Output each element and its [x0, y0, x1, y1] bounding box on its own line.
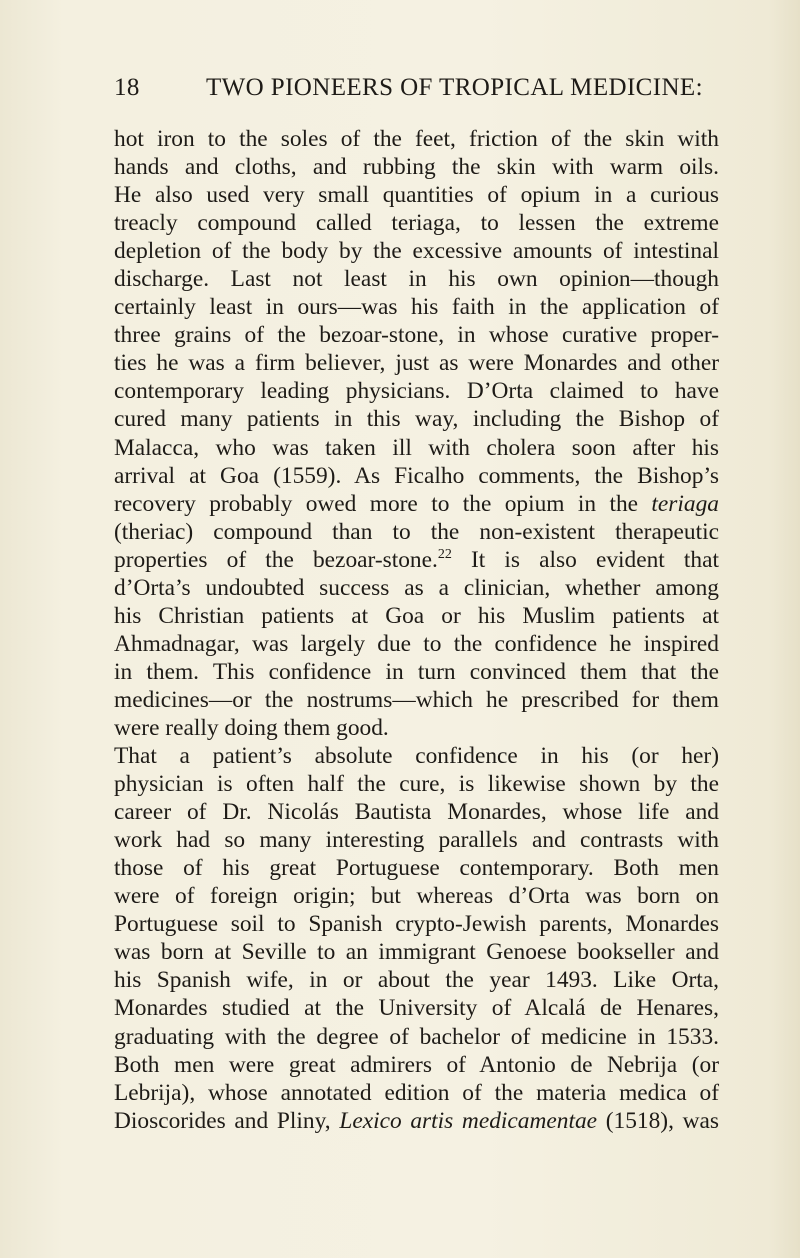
text-segment: three grains of the bezoar-stone, in whose curative proper- [114, 322, 719, 349]
text-segment: recovery probably owed more to the opium in the [114, 490, 652, 517]
text-segment: was born at Seville to an immigrant Genoese bookseller and [114, 939, 719, 966]
text-line [114, 181, 719, 209]
text-segment: Ahmadnagar, was largely due to the confidence he inspired [114, 630, 719, 657]
text-segment: It is also evident that [451, 546, 720, 573]
text-line [114, 742, 719, 770]
text-line [114, 237, 719, 265]
text-line [114, 1107, 719, 1135]
italic-title: Lexico artis medicamentae [339, 1107, 598, 1134]
text-line [114, 518, 719, 546]
text-segment: Monardes studied at the University of Alcalá de Henares, [114, 995, 719, 1022]
text-line [114, 125, 719, 153]
text-segment: Both men were great admirers of Antonio de Nebrija (or [114, 1051, 719, 1078]
body-text [114, 125, 719, 1135]
text-segment: arrival at Goa (1559). As Ficalho comments, the Bishop’s [114, 462, 719, 489]
text-line [114, 798, 719, 826]
text-segment: his Spanish wife, in or about the year 1493. Like Orta, [114, 967, 719, 994]
page-number: 18 [114, 74, 140, 101]
text-line [114, 602, 719, 630]
text-segment: (1518), was [597, 1107, 719, 1134]
text-segment: were really doing them good. [114, 714, 389, 741]
text-segment: physician is often half the cure, is likewise shown by the [114, 771, 719, 798]
text-line [114, 938, 719, 966]
text-line [114, 377, 719, 405]
running-head: TWO PIONEERS OF TROPICAL MEDICINE: [206, 74, 703, 101]
text-segment: career of Dr. Nicolás Bautista Monardes, whose life and [114, 799, 719, 826]
text-segment: discharge. Last not least in his own opinion—though [114, 266, 719, 293]
text-segment: Portuguese soil to Spanish crypto-Jewish parents, Monardes [114, 911, 719, 938]
text-line [114, 686, 719, 714]
text-line [114, 910, 719, 938]
text-line [114, 1051, 719, 1079]
footnote-ref: 22 [437, 546, 452, 562]
text-line [114, 546, 719, 574]
text-segment: treacly compound called teriaga, to lessen the extreme [114, 210, 719, 237]
text-line [114, 574, 719, 602]
text-line [114, 714, 719, 742]
text-segment: those of his great Portuguese contemporary. Both men [114, 855, 719, 882]
text-line [114, 994, 719, 1022]
text-segment: work had so many interesting parallels and contrasts with [114, 827, 719, 854]
text-segment: properties of the bezoar-stone. [114, 546, 438, 573]
text-line [114, 153, 719, 181]
text-line [114, 770, 719, 798]
text-segment: (theriac) compound than to the non-existent therapeutic [114, 518, 719, 545]
text-segment: ties he was a firm believer, just as were Monardes and other [114, 350, 719, 377]
text-segment: contemporary leading physicians. D’Orta claimed to have [114, 378, 719, 405]
text-line [114, 321, 719, 349]
text-line [114, 630, 719, 658]
text-line [114, 349, 719, 377]
text-line [114, 462, 719, 490]
text-segment: were of foreign origin; but whereas d’Orta was born on [114, 883, 719, 910]
text-segment: Lebrija), whose annotated edition of the materia medica of [114, 1079, 719, 1106]
text-segment: in them. This confidence in turn convinced them that the [114, 658, 719, 685]
text-segment: depletion of the body by the excessive amounts of intestinal [114, 238, 719, 265]
text-line [114, 490, 719, 518]
text-line [114, 265, 719, 293]
text-line [114, 966, 719, 994]
text-segment: graduating with the degree of bachelor of medicine in 1533. [114, 1023, 719, 1050]
text-line [114, 1079, 719, 1107]
text-segment: That a patient’s absolute confidence in his (or her) [114, 743, 719, 770]
text-segment: his Christian patients at Goa or his Muslim patients at [114, 602, 719, 629]
text-segment: d’Orta’s undoubted success as a clinician, whether among [114, 574, 719, 601]
text-segment: Malacca, who was taken ill with cholera soon after his [114, 434, 719, 461]
text-line [114, 882, 719, 910]
text-segment: He also used very small quantities of opium in a curious [114, 182, 719, 209]
text-segment: Dioscorides and Pliny, [114, 1107, 340, 1134]
text-line [114, 293, 719, 321]
text-line [114, 209, 719, 237]
text-line [114, 1023, 719, 1051]
text-line [114, 434, 719, 462]
text-segment: hot iron to the soles of the feet, friction of the skin with [114, 126, 719, 152]
italic-title: teriaga [651, 490, 719, 517]
text-line [114, 658, 719, 686]
text-line [114, 826, 719, 854]
text-segment: cured many patients in this way, including the Bishop of [114, 406, 719, 433]
page-header [114, 74, 703, 114]
text-segment: medicines—or the nostrums—which he prescribed for them [114, 686, 719, 713]
text-segment: certainly least in ours—was his faith in the application of [114, 294, 719, 321]
text-line [114, 854, 719, 882]
text-segment: hands and cloths, and rubbing the skin with warm oils. [114, 154, 719, 181]
text-line [114, 405, 719, 433]
